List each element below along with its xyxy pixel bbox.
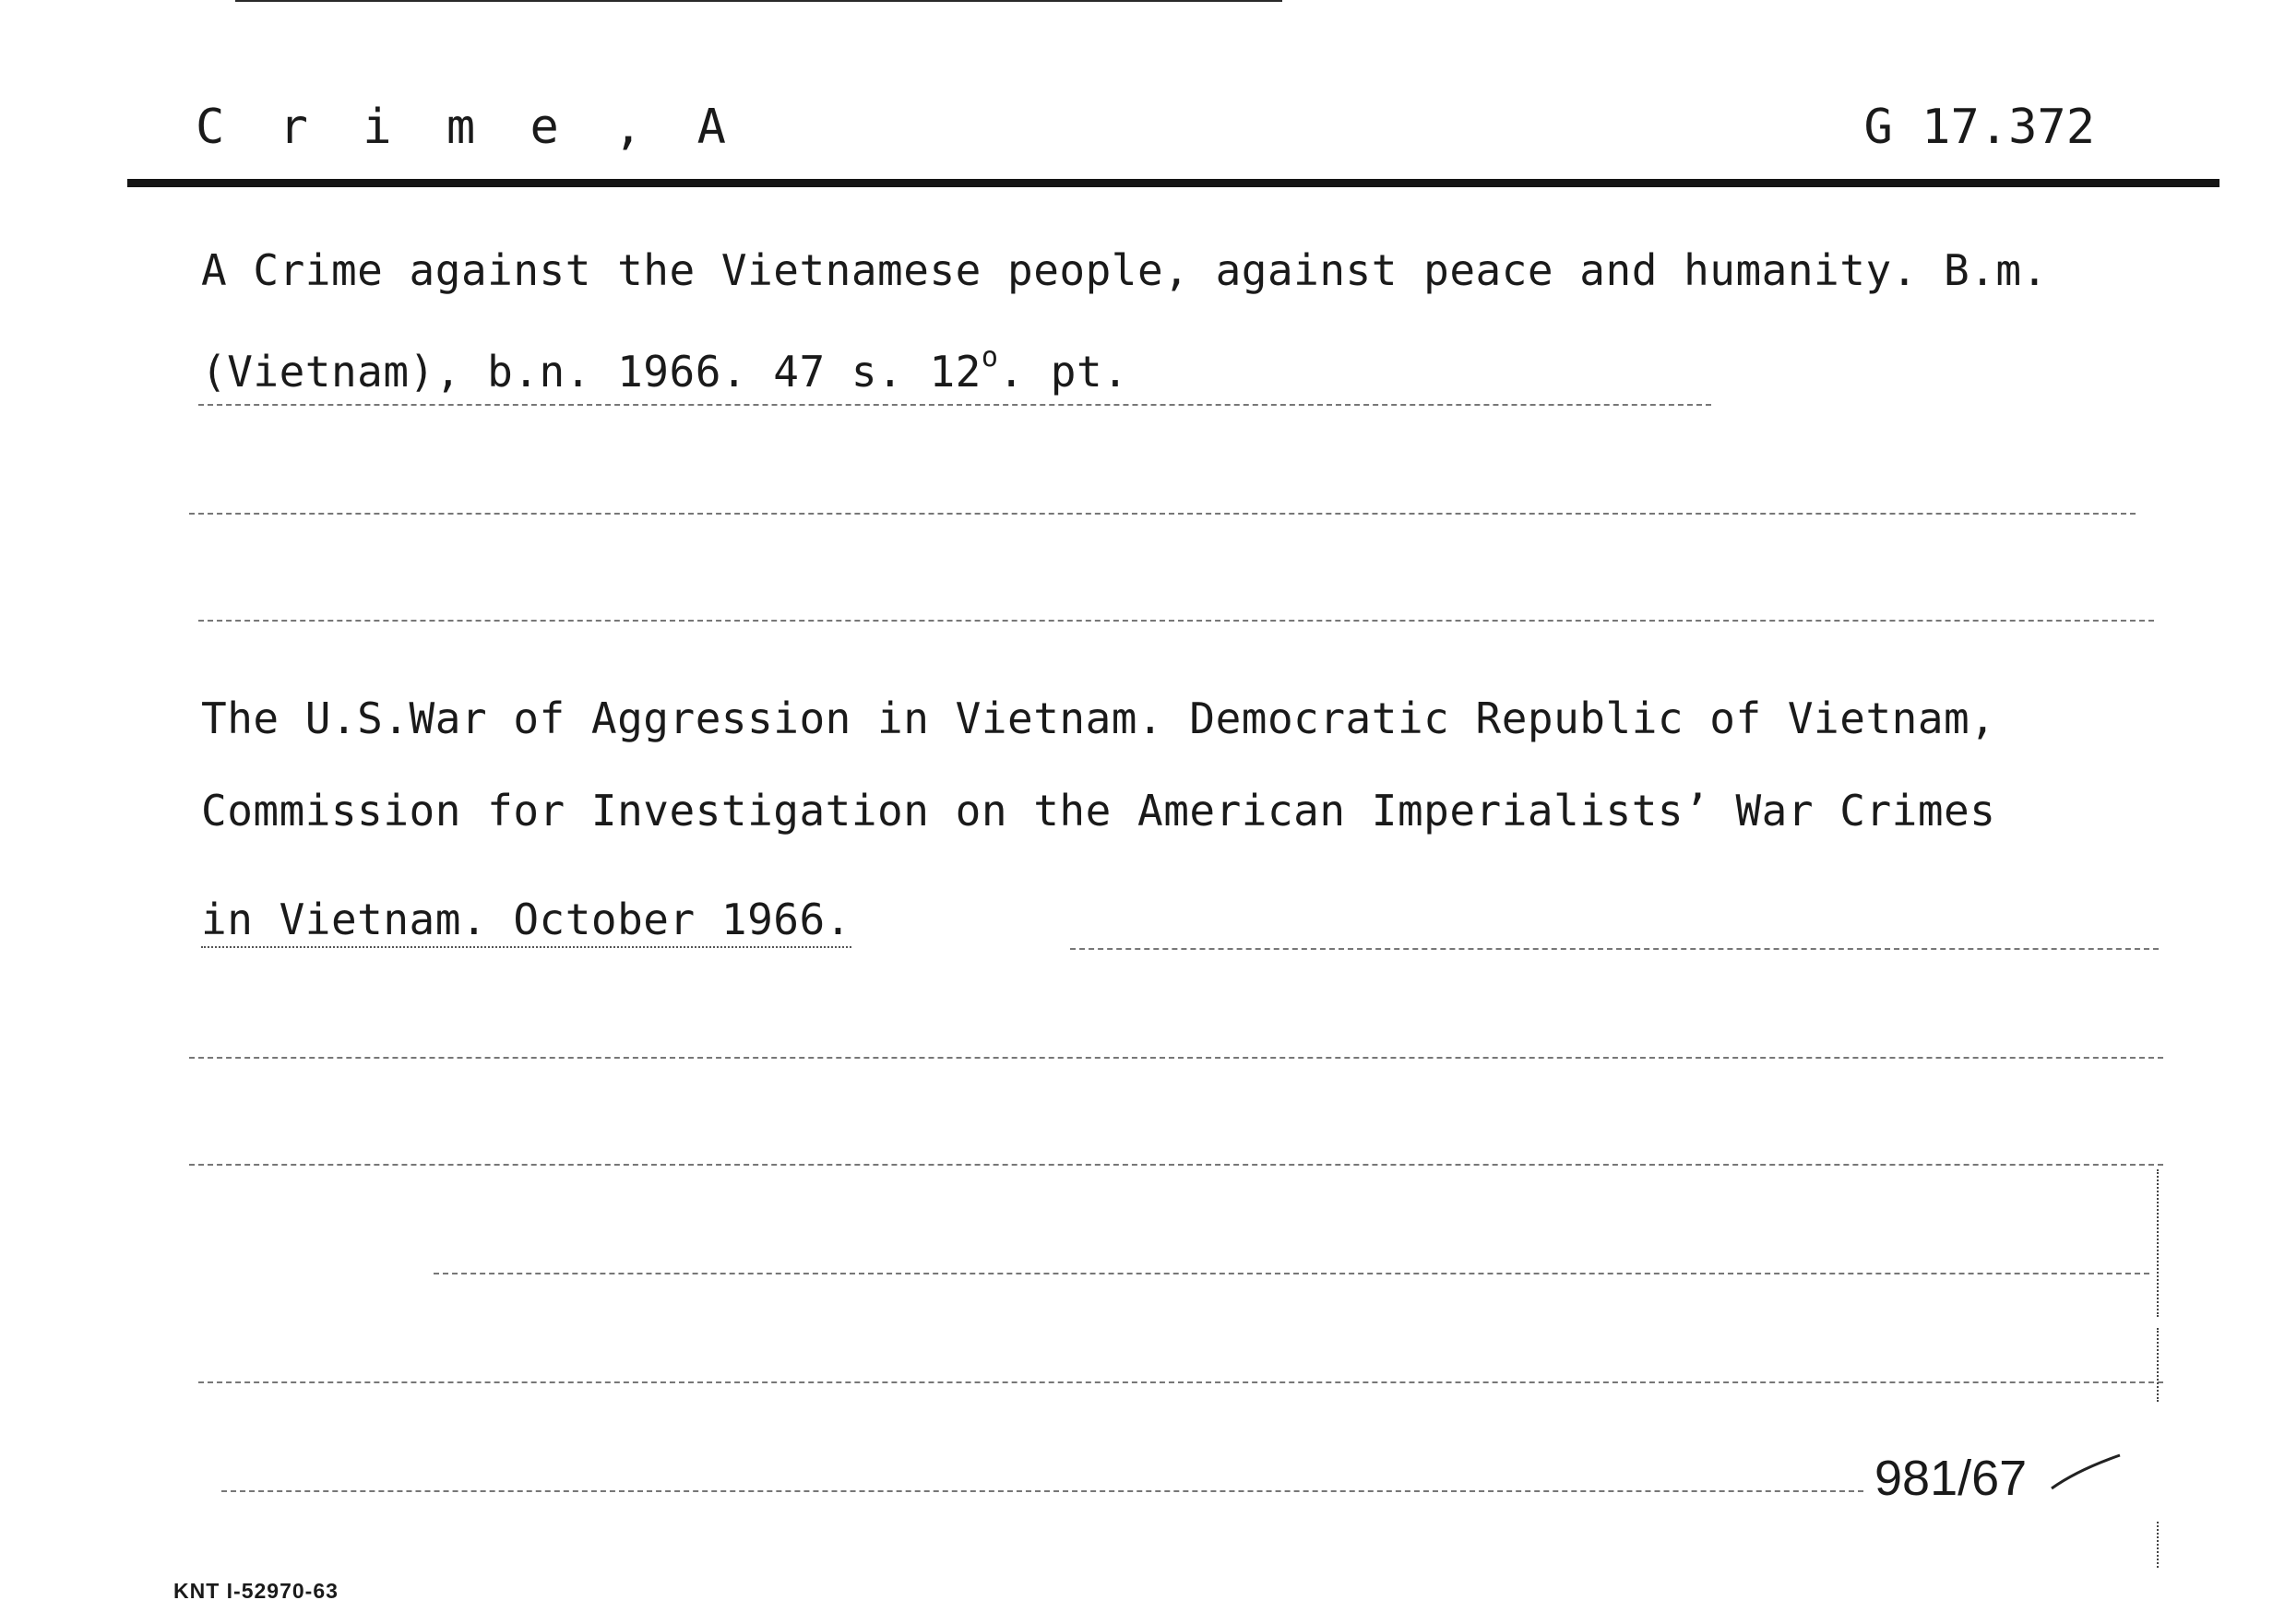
note-line-3-text: in Vietnam. October 1966. [201,895,851,948]
guide-line [1070,948,2159,950]
title-line-2-sup: o [981,341,999,373]
check-mark-icon [2050,1450,2124,1496]
top-rule [235,0,1282,2]
note-line-1: The U.S.War of Aggression in Vietnam. Democratic Republic of Vietnam, [201,693,1996,743]
card-heading: C r i m e , A [196,100,739,155]
guide-line [221,1490,1863,1492]
title-line-2-prefix: (Vietnam), b.n. 1966. 47 s. 12 [201,347,982,397]
guide-line [189,1164,2163,1166]
note-line-3 [201,895,851,944]
note-line-2: Commission for Investigation on the American Imperialists’ War Crimes [201,786,1996,836]
margin-dots [2157,1169,2159,1317]
title-line-2 [201,341,1128,397]
guide-line [189,513,2136,515]
footer-code: KNT I-52970-63 [173,1579,339,1603]
title-line-1: A Crime against the Vietnamese people, against peace and humanity. B.m. [201,245,2048,295]
call-number: G 17.372 [1863,100,2095,155]
guide-line [434,1273,2149,1274]
heading-rule [127,179,2219,187]
margin-dots [2157,1522,2159,1568]
guide-line [198,1381,2163,1383]
guide-line [198,404,1711,406]
margin-dots [2157,1328,2159,1402]
accession-number: 981/67 [1874,1451,2028,1506]
guide-line [189,1057,2163,1059]
title-line-2-suffix: . pt. [998,347,1129,397]
guide-line [198,620,2154,622]
